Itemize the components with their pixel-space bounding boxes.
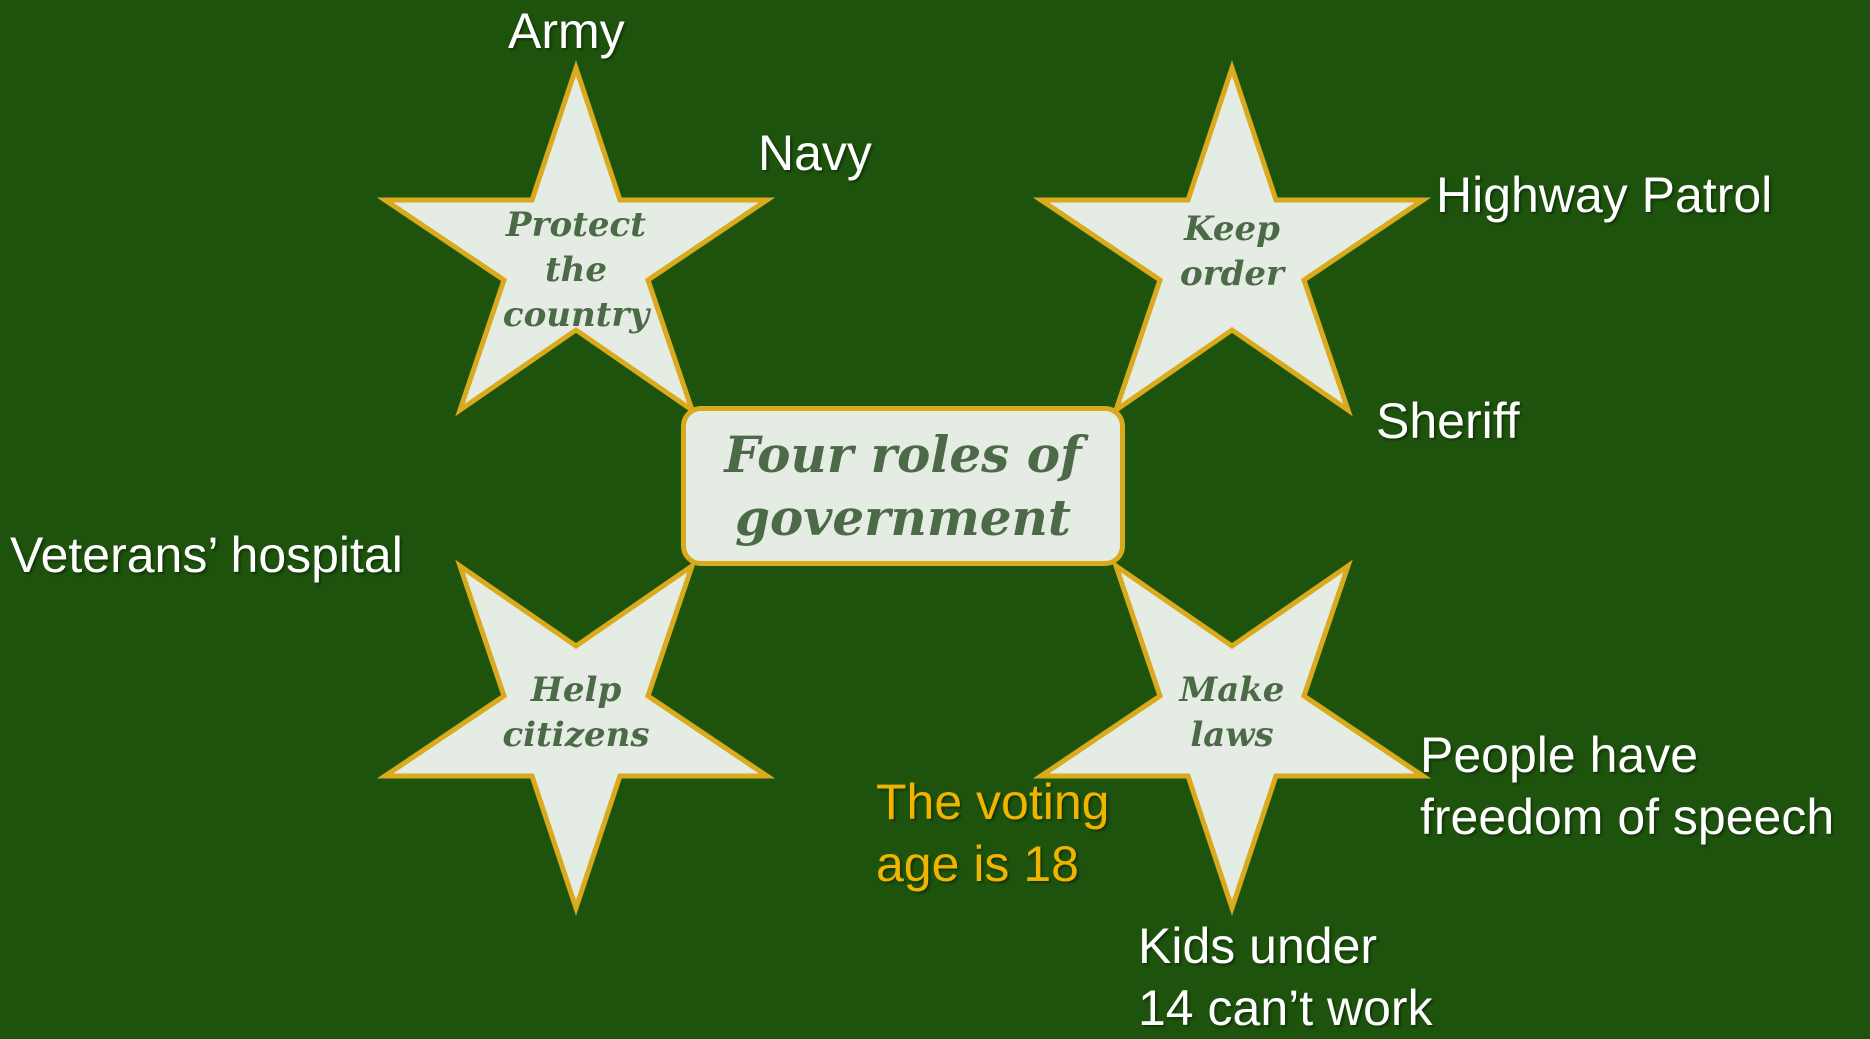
center-topic-text: Four roles of government: [724, 425, 1082, 547]
example-label-freedom-of-speech: People have freedom of speech: [1420, 727, 1835, 845]
role-text-order: Keep order: [1180, 209, 1284, 294]
example-label-navy: Navy: [758, 125, 872, 181]
example-label-army: Army: [508, 3, 625, 59]
example-label-child-labor: Kids under 14 can’t work: [1138, 918, 1433, 1036]
role-text-protect: Protect the country: [502, 205, 650, 335]
center-topic-box: [681, 406, 1125, 566]
role-text-laws: Make laws: [1179, 670, 1285, 755]
role-text-help: Help citizens: [502, 670, 650, 755]
example-label-veterans-hospital: Veterans’ hospital: [10, 527, 403, 583]
example-label-highway-patrol: Highway Patrol: [1436, 167, 1773, 223]
example-label-voting-age: The voting age is 18: [876, 774, 1110, 892]
example-label-sheriff: Sheriff: [1376, 393, 1520, 449]
